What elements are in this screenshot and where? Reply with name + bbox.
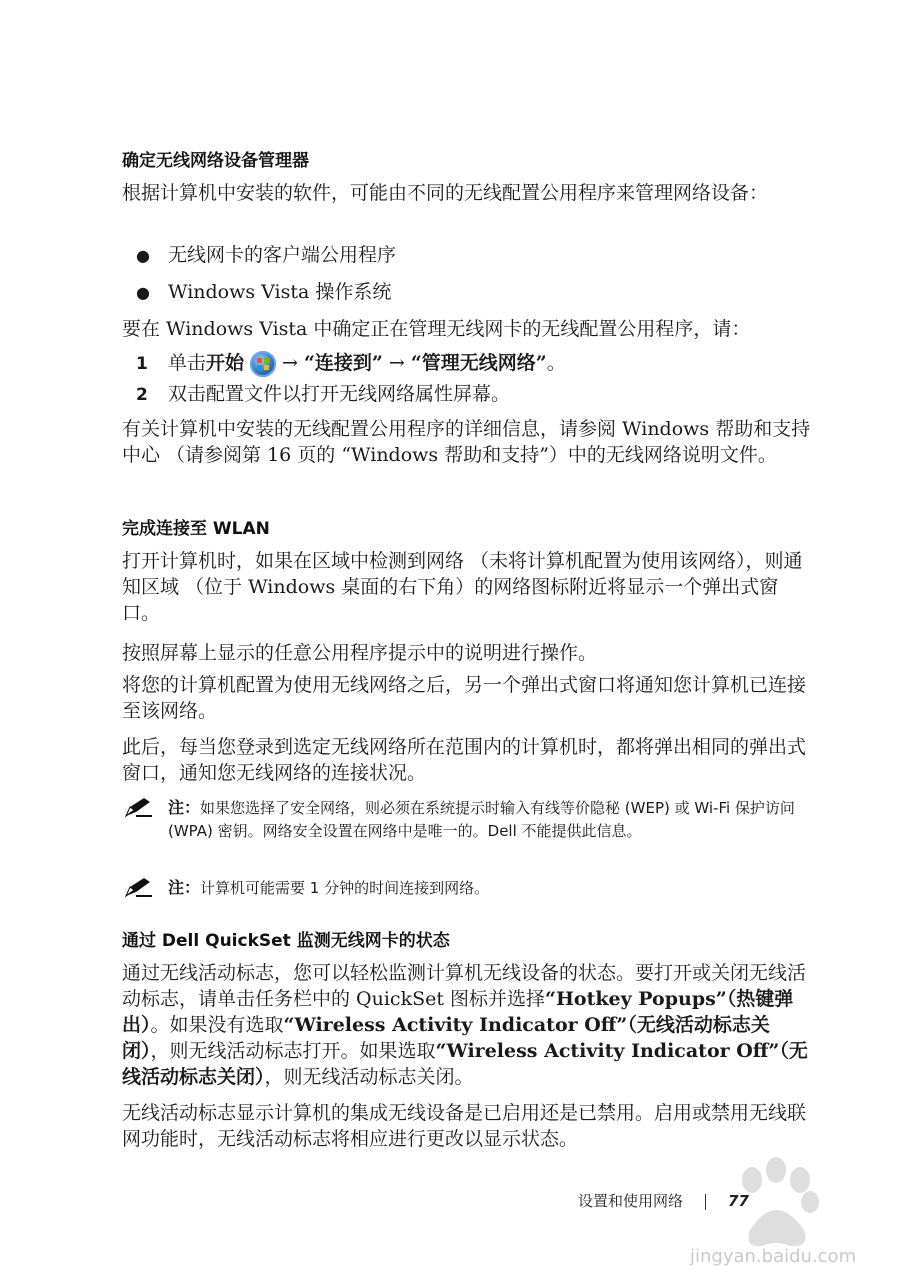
step-1: 1 单击开始 → “连接到” → “管理无线网络”。 bbox=[136, 350, 566, 377]
paragraph-configured: 将您的计算机配置为使用无线网络之后，另一个弹出式窗口将通知您计算机已连接至该网络。 bbox=[122, 674, 807, 722]
paragraph-lead: 要在 Windows Vista 中确定正在管理无线网卡的无线配置公用程序，请： bbox=[122, 318, 751, 340]
step-2: 2 双击配置文件以打开无线网络属性屏幕。 bbox=[136, 383, 511, 405]
heading-quickset: 通过 Dell QuickSet 监测无线网卡的状态 bbox=[122, 931, 450, 951]
paragraph-follow: 按照屏幕上显示的任意公用程序提示中的说明进行操作。 bbox=[122, 642, 598, 664]
paragraph-indicator-status: 无线活动标志显示计算机的集成无线设备是已启用还是已禁用。启用或禁用无线联网功能时，无线活动标志将相应进行更改以显示状态。 bbox=[122, 1102, 807, 1150]
note-pencil-icon bbox=[122, 876, 156, 900]
note-pencil-icon bbox=[122, 796, 156, 820]
watermark-text: jingyan.baidu.com bbox=[690, 1246, 857, 1267]
note-security: 注：如果您选择了安全网络，则必须在系统提示时输入有线等价隐秘 (WEP) 或 Wi-Fi 保护访问 (WPA) 密钥。网络安全设置在网络中是唯一的。Dell 不能提供此信息。 bbox=[122, 796, 822, 843]
heading-connect-wlan: 完成连接至 WLAN bbox=[122, 519, 270, 539]
bullet-icon: ● bbox=[136, 246, 150, 265]
windows-start-icon bbox=[250, 351, 276, 377]
paragraph-help: 有关计算机中安装的无线配置公用程序的详细信息，请参阅 Windows 帮助和支持中心 （请参阅第 16 页的 “Windows 帮助和支持”）中的无线网络说明文件。 bbox=[122, 418, 811, 466]
page-footer bbox=[578, 1190, 749, 1211]
paragraph-popup: 打开计算机时，如果在区域中检测到网络 （未将计算机配置为使用该网络），则通知区域 （位于 Windows 桌面的右下角）的网络图标附近将显示一个弹出式窗口。 bbox=[122, 550, 803, 624]
list-item: ● 无线网卡的客户端公用程序 bbox=[136, 242, 396, 269]
paragraph-intro: 根据计算机中安装的软件，可能由不同的无线配置公用程序来管理网络设备： bbox=[122, 182, 769, 204]
page-number: 77 bbox=[728, 1192, 749, 1210]
paragraph-indicator: 通过无线活动标志，您可以轻松监测计算机无线设备的状态。要打开或关闭无线活动标志，请单击任务栏中的 QuickSet 图标并选择“Hotkey Popups”（热键弹出）。如果没有选取“Wireless Activity Indicator Off”（无线活动标志关闭），则无线活动标志打开。如果选取“Wireless Activity Indicator Off”（无线活动标志关闭），则无线活动标志关闭。 bbox=[122, 962, 808, 1088]
list-item: ● Windows Vista 操作系统 bbox=[136, 279, 391, 306]
footer-section-title: 设置和使用网络 bbox=[578, 1192, 684, 1210]
note-time: 注：计算机可能需要 1 分钟的时间连接到网络。 bbox=[122, 876, 822, 900]
heading-wireless-manager: 确定无线网络设备管理器 bbox=[122, 151, 309, 171]
footer-divider bbox=[705, 1194, 706, 1210]
paragraph-login: 此后，每当您登录到选定无线网络所在范围内的计算机时，都将弹出相同的弹出式窗口，通知您无线网络的连接状况。 bbox=[122, 736, 807, 784]
bullet-icon: ● bbox=[136, 283, 150, 302]
